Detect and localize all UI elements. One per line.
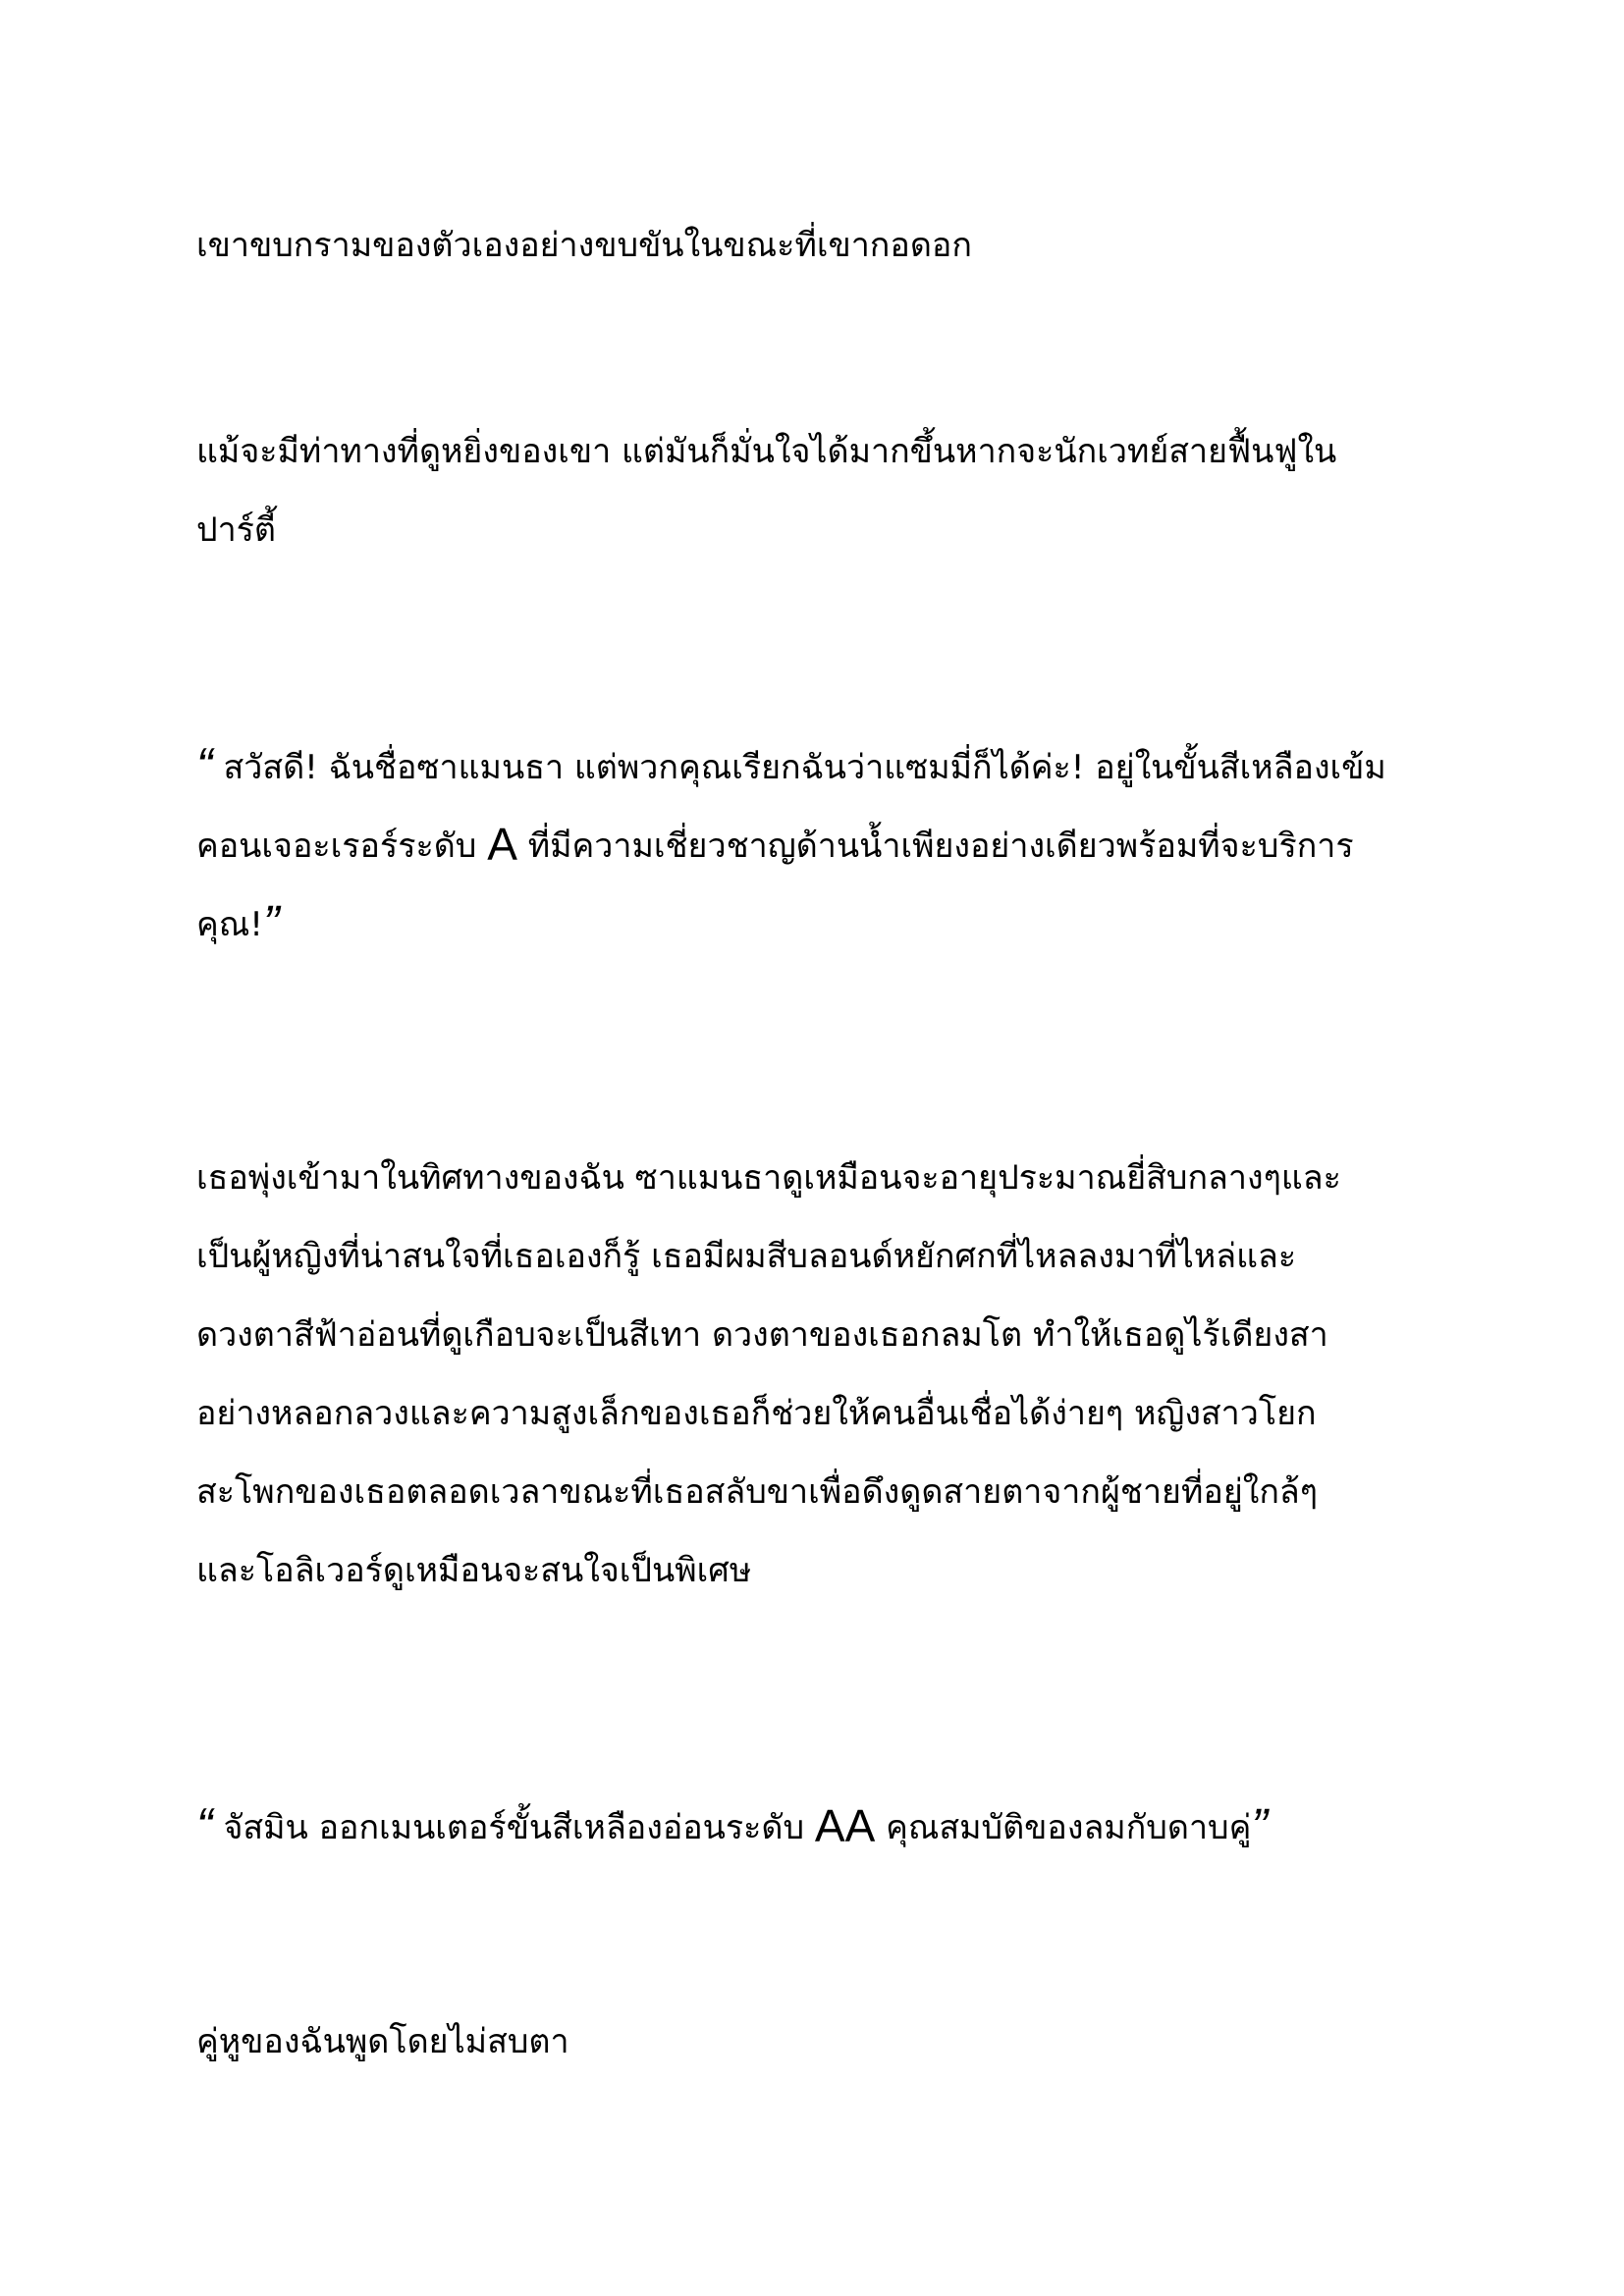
text-line: เธอพุ่งเข้ามาในทิศทางของฉัน ซาแมนธาดูเหมือนจะอายุประมาณยี่สิบกลางๆและ <box>196 1158 1341 1198</box>
text-line: แม้จะมีท่าทางที่ดูหยิ่งของเขา แต่มันก็มั่นใจได้มากขึ้นหากจะนักเวทย์สายฟื้นฟูใน <box>196 432 1337 471</box>
text-line: และโอลิเวอร์ดูเหมือนจะสนใจเป็นพิเศษ <box>196 1551 752 1590</box>
open-quote-mark: “ <box>196 1798 213 1853</box>
dialogue-samantha <box>196 726 1443 962</box>
text-line: คู่หูของฉันพูดโดยไม่สบตา <box>196 2022 569 2061</box>
text-line: ปาร์ตี้ <box>196 510 277 550</box>
dialogue-text: คุณสมบัติของลมกับดาบคู่ <box>875 1808 1252 1847</box>
text-line <box>196 1787 1443 1865</box>
paragraph-6 <box>196 2002 1443 2081</box>
text-line <box>196 805 1443 883</box>
rank-label: A <box>487 819 517 870</box>
dialogue-text: จัสมิน ออกเมนเตอร์ขั้นสีเหลืองอ่อนระดับ <box>223 1808 815 1847</box>
paragraph-4 <box>196 1139 1443 1610</box>
paragraph-1 <box>196 206 1443 285</box>
text-line: สะโพกของเธอตลอดเวลาขณะที่เธอสลับขาเพื่อดึงดูดสายตาจากผู้ชายที่อยู่ใกล้ๆ <box>196 1472 1319 1512</box>
text-line <box>196 726 1443 805</box>
text-line: เขาขบกรามของตัวเองอย่างขบขันในขณะที่เขากอดอก <box>196 226 972 265</box>
text-line <box>196 883 1443 962</box>
close-quote-mark: ” <box>1251 1798 1269 1853</box>
dialogue-text: ที่มีความเชี่ยวชาญด้านน้ำเพียงอย่างเดียวพร้อมที่จะบริการ <box>516 827 1354 866</box>
text-line: เป็นผู้หญิงที่น่าสนใจที่เธอเองก็รู้ เธอมีผมสีบลอนด์หยักศกที่ไหลลงมาที่ไหล่และ <box>196 1237 1297 1276</box>
close-quote-mark: ” <box>262 895 280 950</box>
dialogue-text: สวัสดี! ฉันชื่อซาแมนธา แต่พวกคุณเรียกฉันว่าแซมมี่ก็ได้ค่ะ! อยู่ในขั้นสีเหลืองเข้ม <box>223 748 1386 787</box>
open-quote-mark: “ <box>196 738 213 793</box>
paragraph-2 <box>196 412 1443 569</box>
dialogue-text: คุณ! <box>196 905 263 944</box>
text-line: อย่างหลอกลวงและความสูงเล็กของเธอก็ช่วยให้คนอื่นเชื่อได้ง่ายๆ หญิงสาวโยก <box>196 1394 1317 1433</box>
rank-label: AA <box>814 1800 876 1851</box>
dialogue-jasmine <box>196 1787 1443 1865</box>
text-line: ดวงตาสีฟ้าอ่อนที่ดูเกือบจะเป็นสีเทา ดวงตาของเธอกลมโต ทำให้เธอดูไร้เดียงสา <box>196 1315 1328 1355</box>
dialogue-text: คอนเจอะเรอร์ระดับ <box>196 827 488 866</box>
